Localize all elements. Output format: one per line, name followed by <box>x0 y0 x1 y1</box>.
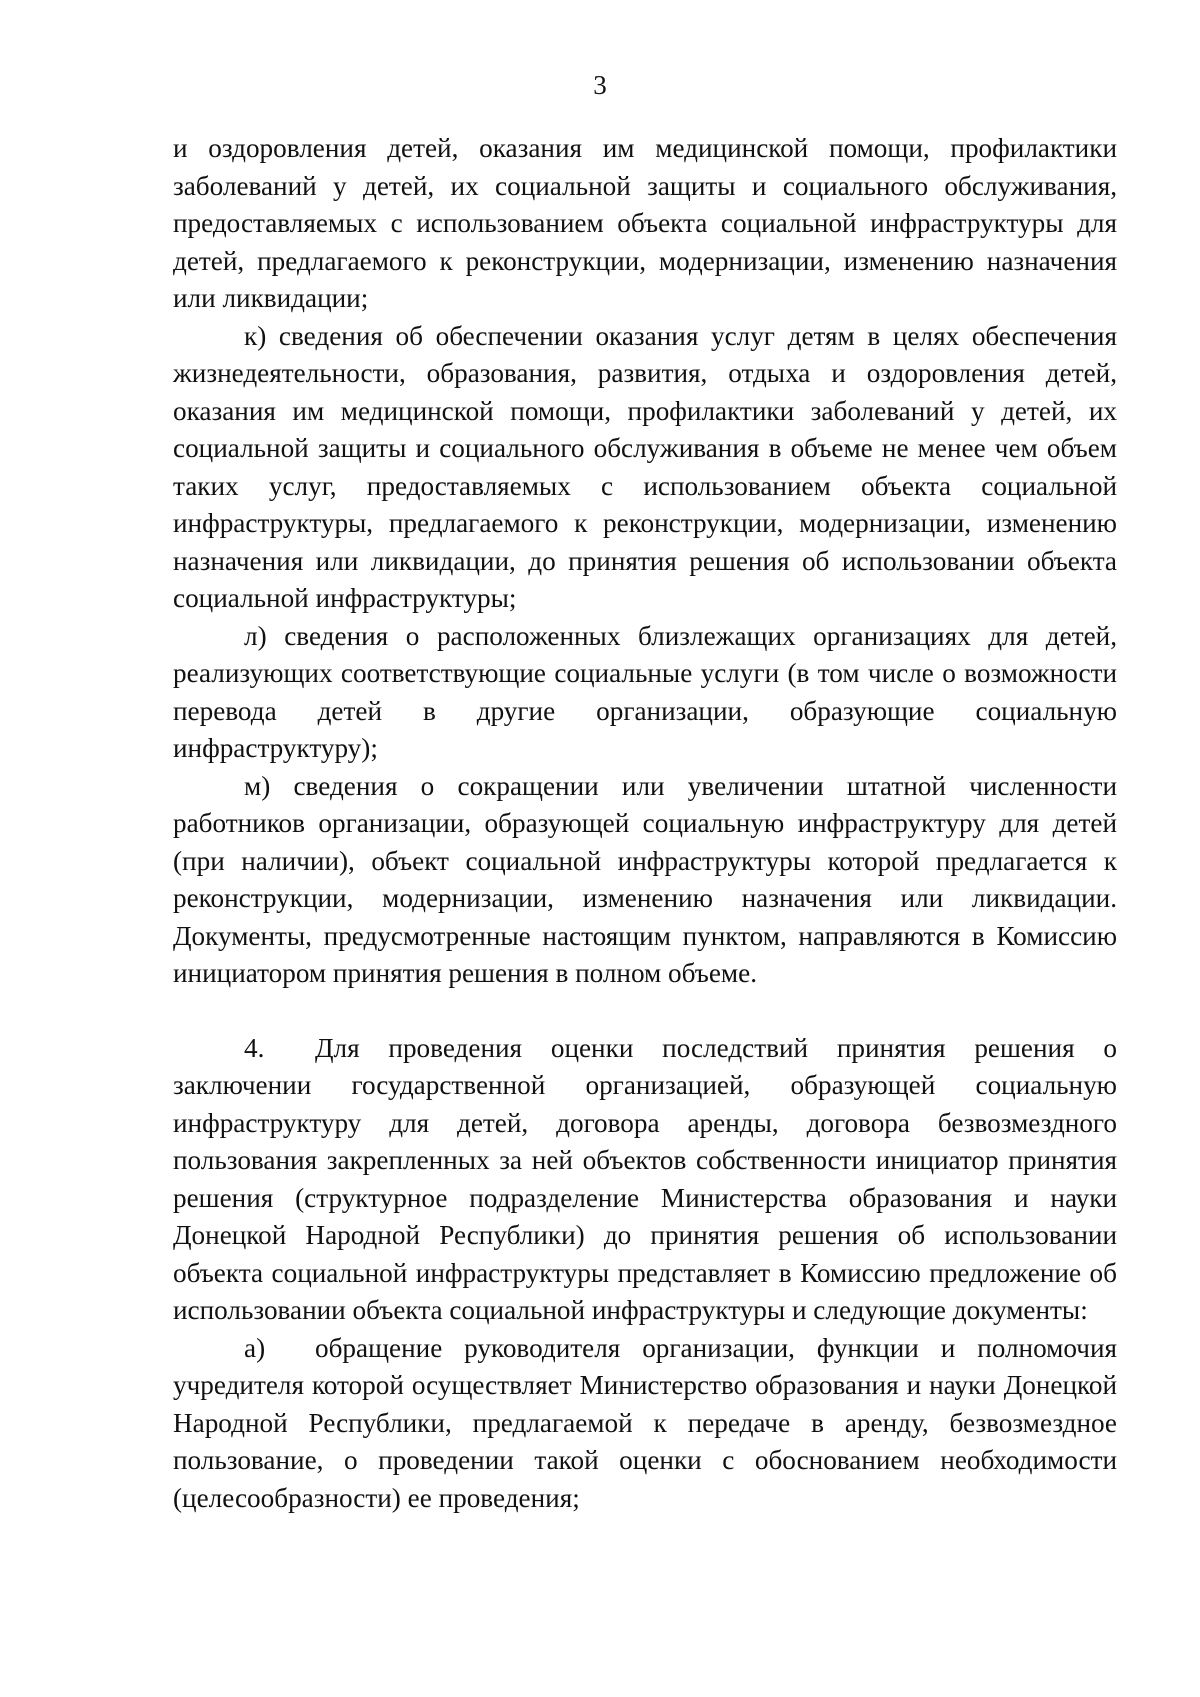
paragraph-item-m: м) сведения о сокращении или увеличении штатной численности работников организации, образующей социальную инфраструктуру для детей (при наличии), объект социальной инфраструктуры которой предлагается к реконструкции, модернизации, изменению назначения или ликвидации. Документы, предусмотренные настоящим пунктом, направляются в Комиссию инициатором принятия решения в полном объеме. <box>173 770 1117 988</box>
paragraph-item-a <box>173 1330 1117 1518</box>
item-a-text: обращение руководителя организации, функции и полномочия учредителя которой осуществляет Министерство образования и науки Донецкой Народной Республики, предлагаемой к передаче в аренду, безвозмездное пользование, о проведении такой оценки с обоснованием необходимости (целесообразности) ее проведения; <box>173 1332 1117 1513</box>
document-body <box>173 130 1117 1517</box>
paragraph-item-l: л) сведения о расположенных близлежащих организациях для детей, реализующих соответствующие социальные услуги (в том числе о возможности перевода детей в другие организации, образующие социальную инфраструктуру); <box>173 620 1117 763</box>
item-a-number: а) <box>244 1332 266 1363</box>
paragraph-item-k: к) сведения об обеспечении оказания услуг детям в целях обеспечения жизнедеятельности, образования, развития, отдыха и оздоровления детей, оказания им медицинской помощи, профилактики заболеваний у детей, их социальной защиты и социального обслуживания в объеме не менее чем объем таких услуг, предоставляемых с использованием объекта социальной инфраструктуры, предлагаемого к реконструкции, модернизации, изменению назначения или ликвидации, до принятия решения об использовании объекта социальной инфраструктуры; <box>173 320 1117 613</box>
paragraph-continuation: и оздоровления детей, оказания им медицинской помощи, профилактики заболеваний у детей, их социальной защиты и социального обслуживания, предоставляемых с использованием объекта социальной инфраструктуры для детей, предлагаемого к реконструкции, модернизации, изменению назначения или ликвидации; <box>173 133 1117 313</box>
page-number: 3 <box>593 70 607 100</box>
paragraph-section-4 <box>173 1030 1117 1330</box>
section-4-number: 4. <box>244 1032 265 1063</box>
section-4-text: Для проведения оценки последствий принятия решения о заключении государственной организацией, образующей социальную инфраструктуру для детей, договора аренды, договора безвозмездного пользования закрепленных за ней объектов собственности инициатор принятия решения (структурное подразделение Министерства образования и науки Донецкой Народной Республики) до принятия решения об использовании объекта социальной инфраструктуры представляет в Комиссию предложение об использовании объекта социальной инфраструктуры и следующие документы: <box>173 1032 1117 1325</box>
